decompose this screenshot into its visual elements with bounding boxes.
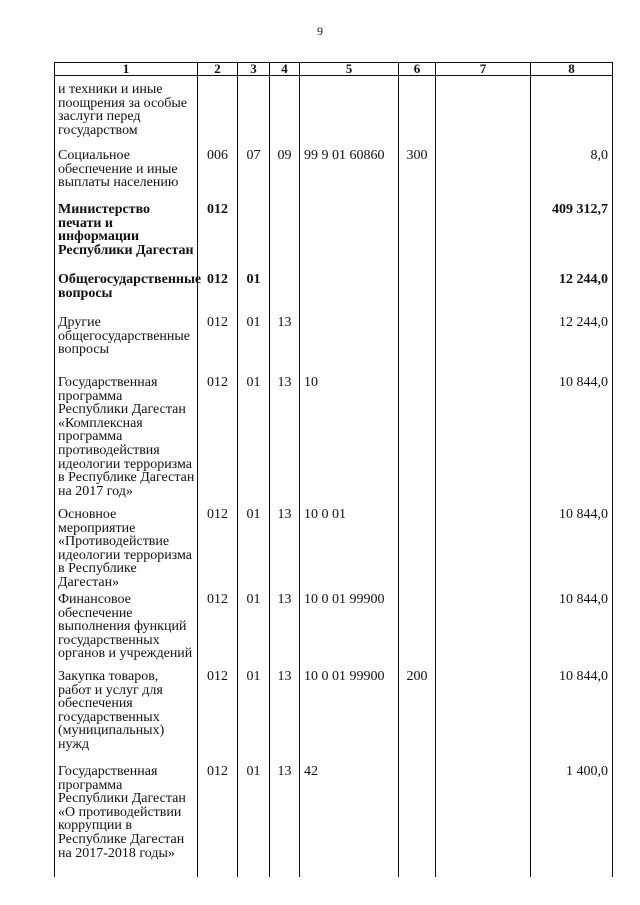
- row-target-code: 10 0 01: [300, 505, 399, 590]
- row-target-code: [300, 313, 399, 373]
- row-col7: [436, 505, 531, 590]
- row-amount: 10 844,0: [531, 505, 613, 590]
- row-expense-type: [399, 271, 436, 313]
- row-subsection-code: 13: [270, 590, 300, 667]
- row-section-code: 01: [238, 505, 270, 590]
- table-row: [55, 271, 613, 313]
- row-section-code: 01: [238, 271, 270, 313]
- row-subsection-code: 13: [270, 313, 300, 373]
- row-expense-type: [399, 313, 436, 373]
- row-subsection-code: [270, 201, 300, 271]
- row-col7: [436, 143, 531, 201]
- row-ministry-code: 006: [198, 143, 238, 201]
- row-expense-type: [399, 201, 436, 271]
- row-ministry-code: 012: [198, 505, 238, 590]
- row-name: Государственная программа Республики Дагестан «О противодействии коррупции в Республике Дагестан на 2017-2018 годы»: [55, 762, 198, 877]
- row-ministry-code: 012: [198, 271, 238, 313]
- row-name: Основное мероприятие «Противодействие идеологии терроризма в Республике Дагестан»: [55, 505, 198, 590]
- row-expense-type: 200: [399, 667, 436, 762]
- row-section-code: 01: [238, 373, 270, 505]
- row-ministry-code: 012: [198, 667, 238, 762]
- row-col7: [436, 271, 531, 313]
- row-subsection-code: 13: [270, 505, 300, 590]
- budget-table: [54, 62, 613, 877]
- row-amount: 10 844,0: [531, 373, 613, 505]
- column-header: 2: [198, 63, 238, 76]
- row-name: Закупка товаров, работ и услуг для обеспечения государственных (муниципальных) нужд: [55, 667, 198, 762]
- row-ministry-code: 012: [198, 201, 238, 271]
- row-expense-type: [399, 590, 436, 667]
- row-amount: 10 844,0: [531, 590, 613, 667]
- row-name: Министерство печати и информации Республики Дагестан: [55, 201, 198, 271]
- row-section-code: 01: [238, 762, 270, 877]
- row-target-code: 10 0 01 99900: [300, 667, 399, 762]
- budget-table-container: [54, 61, 612, 861]
- row-target-code: 99 9 01 60860: [300, 143, 399, 201]
- row-subsection-code: [270, 76, 300, 144]
- row-amount: 409 312,7: [531, 201, 613, 271]
- row-expense-type: [399, 505, 436, 590]
- row-amount: 10 844,0: [531, 667, 613, 762]
- row-name: Финансовое обеспечение выполнения функций государственных органов и учреждений: [55, 590, 198, 667]
- row-ministry-code: 012: [198, 590, 238, 667]
- row-ministry-code: 012: [198, 373, 238, 505]
- row-col7: [436, 667, 531, 762]
- page-number: 9: [317, 24, 323, 38]
- row-section-code: 07: [238, 143, 270, 201]
- row-amount: [531, 76, 613, 144]
- row-target-code: [300, 201, 399, 271]
- row-target-code: [300, 271, 399, 313]
- column-header: 6: [399, 63, 436, 76]
- header-row: [55, 63, 613, 76]
- table-row: [55, 143, 613, 201]
- row-ministry-code: 012: [198, 762, 238, 877]
- row-amount: 12 244,0: [531, 271, 613, 313]
- row-col7: [436, 76, 531, 144]
- row-expense-type: [399, 76, 436, 144]
- row-subsection-code: [270, 271, 300, 313]
- row-target-code: [300, 76, 399, 144]
- row-subsection-code: 13: [270, 373, 300, 505]
- row-col7: [436, 313, 531, 373]
- row-amount: 12 244,0: [531, 313, 613, 373]
- row-ministry-code: 012: [198, 313, 238, 373]
- row-ministry-code: [198, 76, 238, 144]
- row-subsection-code: 13: [270, 667, 300, 762]
- column-header: 1: [55, 63, 198, 76]
- row-section-code: [238, 76, 270, 144]
- row-name: Общегосударственные вопросы: [55, 271, 198, 313]
- column-header: 5: [300, 63, 399, 76]
- row-name: и техники и иные поощрения за особые заслуги перед государством: [55, 76, 198, 144]
- column-header: 4: [270, 63, 300, 76]
- table-row: [55, 505, 613, 590]
- row-subsection-code: 13: [270, 762, 300, 877]
- column-header: 7: [436, 63, 531, 76]
- column-header: 3: [238, 63, 270, 76]
- row-expense-type: [399, 762, 436, 877]
- row-section-code: [238, 201, 270, 271]
- table-row: [55, 667, 613, 762]
- row-section-code: 01: [238, 667, 270, 762]
- row-name: Государственная программа Республики Дагестан «Комплексная программа противодействия идеологии терроризма в Республике Дагестан на 2017 год»: [55, 373, 198, 505]
- table-row: [55, 76, 613, 144]
- row-col7: [436, 373, 531, 505]
- row-amount: 8,0: [531, 143, 613, 201]
- table-row: [55, 373, 613, 505]
- table-row: [55, 762, 613, 877]
- row-target-code: 10: [300, 373, 399, 505]
- row-col7: [436, 201, 531, 271]
- row-section-code: 01: [238, 590, 270, 667]
- row-target-code: 42: [300, 762, 399, 877]
- row-expense-type: 300: [399, 143, 436, 201]
- row-col7: [436, 762, 531, 877]
- row-amount: 1 400,0: [531, 762, 613, 877]
- row-name: Социальное обеспечение и иные выплаты населению: [55, 143, 198, 201]
- table-row: [55, 201, 613, 271]
- row-col7: [436, 590, 531, 667]
- row-subsection-code: 09: [270, 143, 300, 201]
- row-section-code: 01: [238, 313, 270, 373]
- column-header: 8: [531, 63, 613, 76]
- table-row: [55, 590, 613, 667]
- row-expense-type: [399, 373, 436, 505]
- table-row: [55, 313, 613, 373]
- row-name: Другие общегосударственные вопросы: [55, 313, 198, 373]
- row-target-code: 10 0 01 99900: [300, 590, 399, 667]
